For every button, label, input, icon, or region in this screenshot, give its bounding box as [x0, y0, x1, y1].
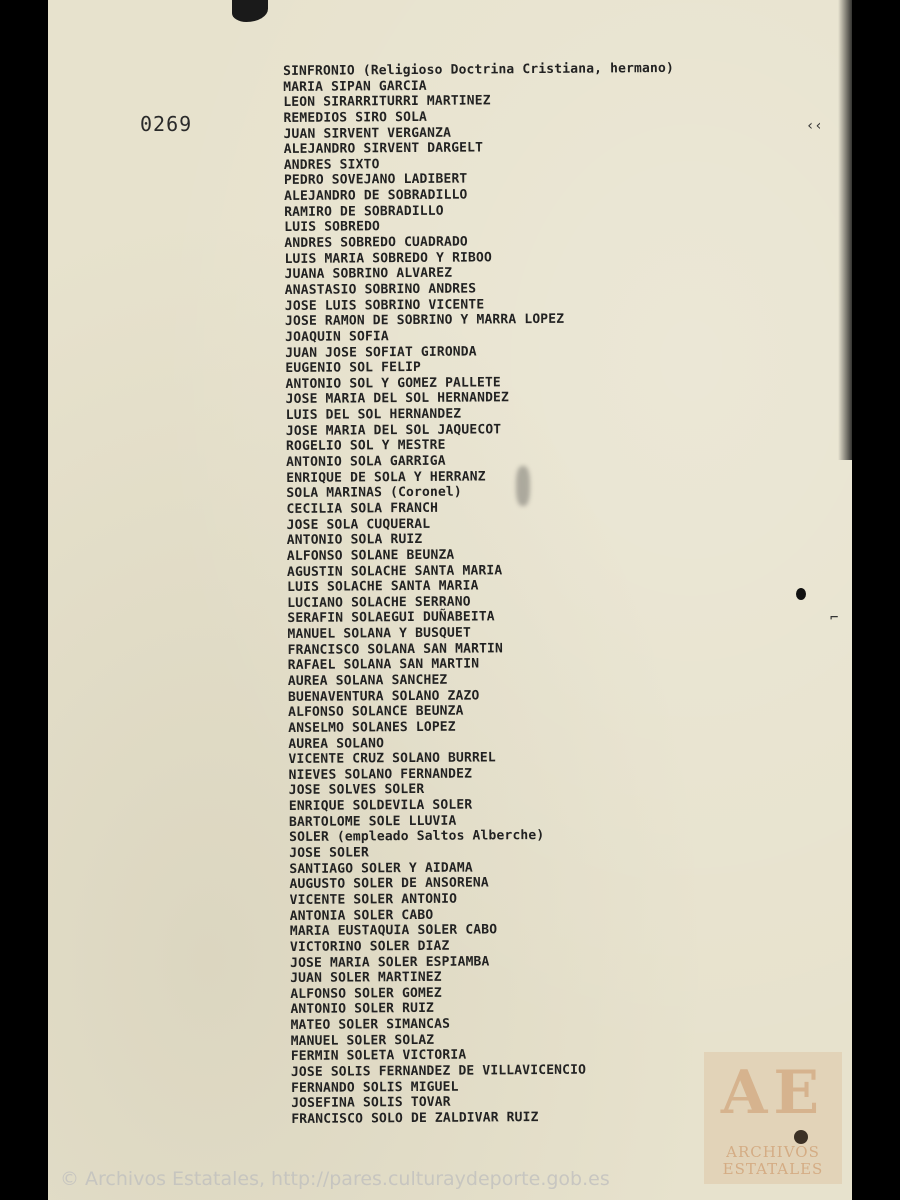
name-entry: ALEJANDRO DE SOBRADILLO: [283, 187, 468, 205]
name-entry: ANDRES SIXTO: [283, 157, 380, 173]
name-entry: NIEVES SOLANO FERNANDEZ: [288, 766, 473, 783]
name-entry: LUIS SOBREDO: [284, 219, 381, 236]
name-entry: AUREA SOLANA SANCHEZ: [287, 672, 448, 689]
name-entry: SANTIAGO SOLER Y AIDAMA: [289, 860, 473, 877]
name-entry: MANUEL SOLER SOLAZ: [290, 1032, 435, 1049]
name-entry: JOSE RAMON DE SOBRINO Y MARRA LOPEZ: [284, 312, 565, 330]
copyright-watermark: © Archivos Estatales, http://pares.culturaydeporte.gob.es: [60, 1168, 610, 1190]
pencil-mark: ‹‹: [806, 118, 823, 134]
page-number: 0269: [140, 112, 193, 136]
name-entry: ALEJANDRO SIRVENT DARGELT: [283, 140, 484, 158]
name-entry: MATEO SOLER SIMANCAS: [290, 1016, 451, 1034]
name-entry: ANDRES SOBREDO CUADRADO: [284, 234, 468, 252]
name-entry: SOLER (empleado Saltos Alberche): [289, 828, 545, 846]
name-entry: BARTOLOME SOLE LLUVIA: [288, 813, 457, 830]
name-entry: EUGENIO SOL FELIP: [285, 360, 422, 377]
name-entry: JUAN SIRVENT VERGANZA: [283, 125, 452, 142]
name-entry: JOSE MARIA DEL SOL JAQUECOT: [285, 422, 502, 439]
name-entry: RAMIRO DE SOBRADILLO: [284, 203, 444, 220]
name-entry: AGUSTIN SOLACHE SANTA MARIA: [286, 562, 503, 580]
name-entry: FERMIN SOLETA VICTORIA: [290, 1047, 467, 1065]
name-entry: JOSE LUIS SOBRINO VICENTE: [284, 297, 485, 314]
name-entry: LUIS MARIA SOBREDO Y RIBOO: [284, 250, 492, 267]
name-entry: ANTONIO SOL Y GOMEZ PALLETE: [285, 375, 501, 392]
name-entry: BUENAVENTURA SOLANO ZAZO: [287, 688, 480, 705]
name-entry: JOAQUIN SOFIA: [285, 329, 389, 345]
name-entry: JOSE SOLER: [289, 845, 370, 862]
name-entry: FRANCISCO SOLANA SAN MARTIN: [287, 640, 504, 658]
name-entry: MANUEL SOLANA Y BUSQUET: [287, 625, 472, 643]
name-entry: LUCIANO SOLACHE SERRANO: [287, 594, 471, 611]
name-entry: LEON SIRARRITURRI MARTINEZ: [283, 93, 491, 111]
logo-letters: AE: [720, 1058, 826, 1128]
name-entry: JOSE SOLVES SOLER: [288, 782, 425, 799]
name-list: [283, 60, 811, 1128]
name-entry: REMEDIOS SIRO SOLA: [283, 109, 428, 126]
name-entry: ENRIQUE SOLDEVILA SOLER: [288, 797, 473, 815]
name-entry: JUAN JOSE SOFIAT GIRONDA: [285, 344, 477, 361]
name-entry: JOSEFINA SOLIS TOVAR: [291, 1094, 451, 1112]
name-entry: ANSELMO SOLANES LOPEZ: [288, 719, 456, 736]
name-entry: ALFONSO SOLER GOMEZ: [290, 985, 442, 1002]
name-entry: ANTONIO SOLA GARRIGA: [286, 453, 446, 471]
name-entry: SERAFIN SOLAEGUI DUÑABEITA: [287, 609, 495, 627]
name-entry: MARIA EUSTAQUIA SOLER CABO: [289, 922, 498, 940]
name-entry: RAFAEL SOLANA SAN MARTIN: [287, 656, 480, 674]
name-entry: PEDRO SOVEJANO LADIBERT: [283, 172, 468, 189]
name-entry: ALFONSO SOLANE BEUNZA: [286, 547, 455, 564]
name-entry: JUAN SOLER MARTINEZ: [290, 969, 442, 987]
name-entry: VICTORINO SOLER DIAZ: [289, 938, 450, 955]
name-entry: ROGELIO SOL Y MESTRE: [285, 438, 446, 455]
name-entry: ANTONIO SOLER RUIZ: [290, 1001, 435, 1018]
name-entry: MARIA SIPAN GARCIA: [283, 78, 427, 95]
pencil-mark: ⌐: [830, 610, 839, 626]
name-entry: LUIS SOLACHE SANTA MARIA: [287, 578, 479, 596]
page-edge-shadow: [838, 0, 852, 460]
logo-caption: ARCHIVOS ESTATALES: [722, 1143, 824, 1178]
name-entry: CECILIA SOLA FRANCH: [286, 500, 439, 517]
name-entry: FRANCISCO SOLO DE ZALDIVAR RUIZ: [291, 1109, 539, 1127]
name-entry: ENRIQUE DE SOLA Y HERRANZ: [286, 469, 486, 486]
name-entry: VICENTE CRUZ SOLANO BURREL: [288, 750, 496, 768]
name-entry: AUREA SOLANO: [288, 735, 385, 752]
name-entry: VICENTE SOLER ANTONIO: [289, 891, 458, 908]
name-entry: ALFONSO SOLANCE BEUNZA: [288, 703, 464, 721]
name-entry: JUANA SOBRINO ALVAREZ: [284, 266, 453, 283]
name-entry: JOSE MARIA DEL SOL HERNANDEZ: [285, 390, 510, 408]
name-entry: FERNANDO SOLIS MIGUEL: [290, 1079, 459, 1096]
name-entry: JOSE MARIA SOLER ESPIAMBA: [290, 953, 490, 971]
name-entry: JOSE SOLA CUQUERAL: [286, 516, 431, 533]
name-entry: SOLA MARINAS (Coronel): [286, 484, 462, 502]
name-entry: ANTONIA SOLER CABO: [289, 907, 434, 924]
name-entry: LUIS DEL SOL HERNANDEZ: [285, 406, 462, 424]
name-entry: SINFRONIO (Religioso Doctrina Cristiana, hermano): [283, 60, 674, 79]
name-entry: JOSE SOLIS FERNANDEZ DE VILLAVICENCIO: [290, 1062, 587, 1080]
name-entry: ANTONIO SOLA RUIZ: [286, 532, 423, 549]
name-entry: AUGUSTO SOLER DE ANSORENA: [289, 875, 489, 893]
name-entry: ANASTASIO SOBRINO ANDRES: [284, 281, 477, 298]
archive-logo: [704, 1052, 842, 1184]
